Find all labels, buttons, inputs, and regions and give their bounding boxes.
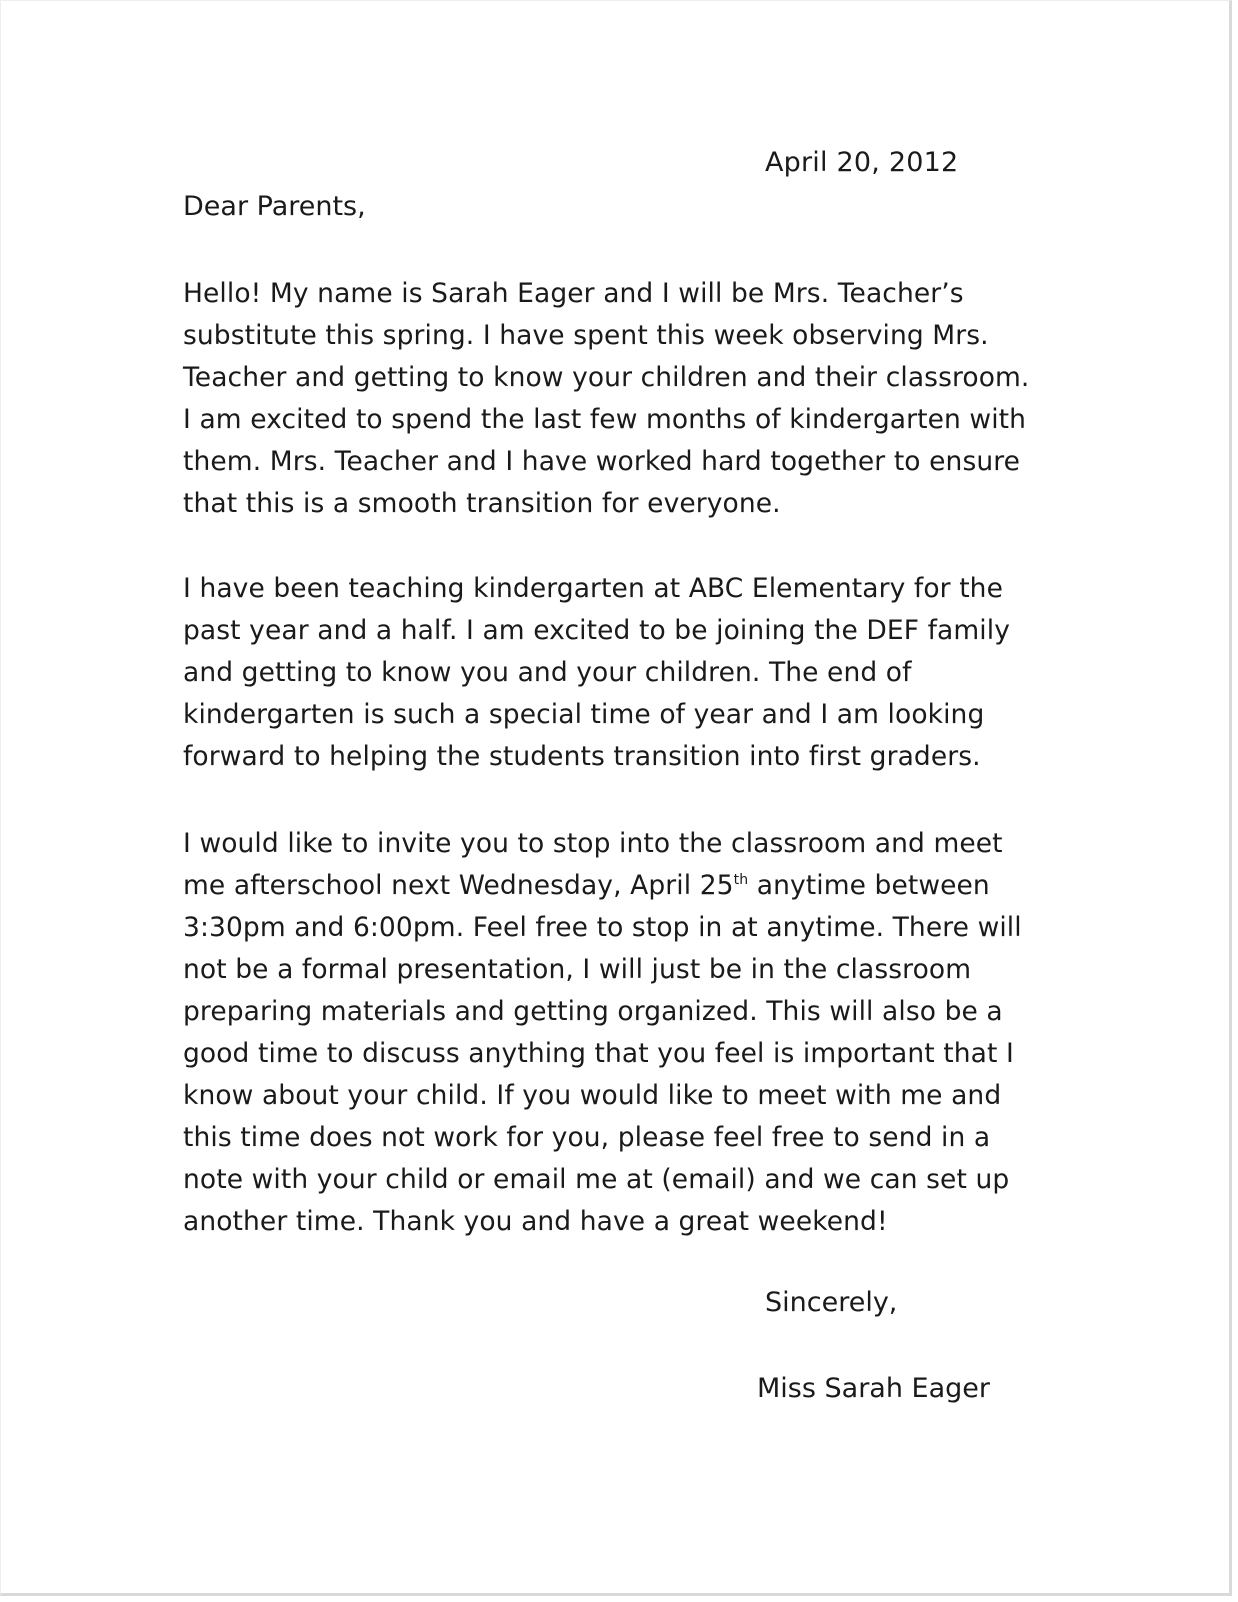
invitation-text-start: I would like to invite you to stop into the classroom and meet me afterschool next Wednesday, April 25 (183, 828, 1003, 901)
paragraph-background: I have been teaching kindergarten at ABC Elementary for the past year and a half. I am excited to be joining the DEF family and getting to know you and your children. The end of kindergarten is such a special time of year and I am looking forward to helping the students transition into first graders. (183, 573, 1010, 772)
paragraph-invitation (183, 823, 1043, 1243)
paragraph-introduction: Hello! My name is Sarah Eager and I will be Mrs. Teacher’s substitute this spring. I have spent this week observing Mrs. Teacher and getting to know your children and their classroom. I am excited to spend the last few months of kindergarten with them. Mrs. Teacher and I have worked hard together to ensure that this is a smooth transition for everyone. (183, 278, 1030, 519)
invitation-text-end: anytime between 3:30pm and 6:00pm. Feel free to stop in at anytime. There will not be a formal presentation, I will just be in the classroom preparing materials and getting organized. This will also be a good time to discuss anything that you feel is important that I know about your child. If you would like to meet with me and this time does not work for you, please feel free to send in a note with your child or email me at (email) and we can set up another time. Thank you and have a great weekend! (183, 870, 1022, 1237)
salutation: Dear Parents, (183, 191, 366, 222)
ordinal-suffix: th (733, 872, 749, 889)
signature-name: Miss Sarah Eager (757, 1373, 990, 1404)
letter-date: April 20, 2012 (765, 147, 959, 178)
closing: Sincerely, (765, 1287, 898, 1318)
